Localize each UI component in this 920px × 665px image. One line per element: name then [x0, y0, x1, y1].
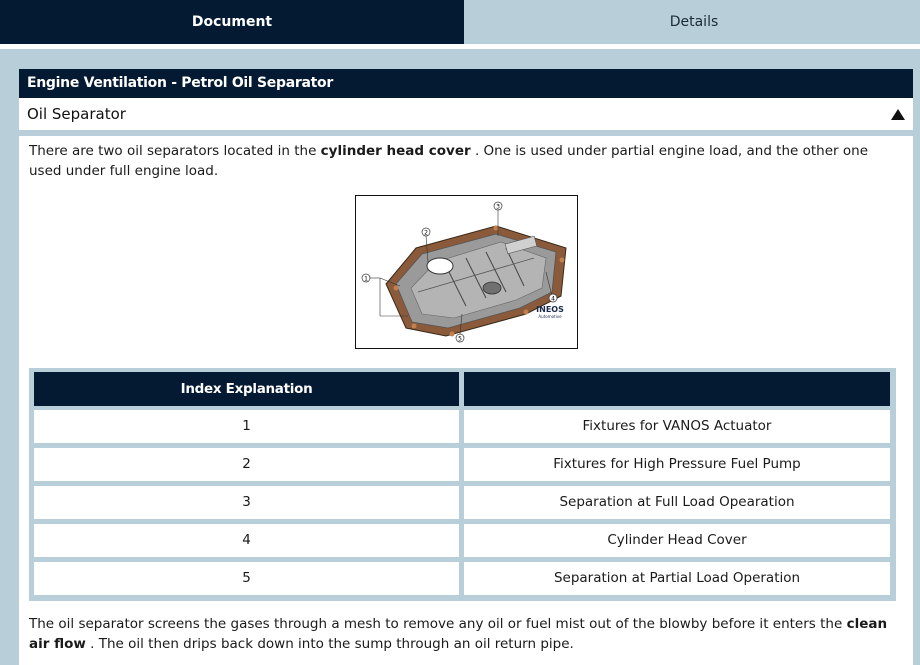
table-header-explanation: [464, 372, 890, 406]
section-content: [19, 136, 913, 665]
table-cell-index: 5: [34, 562, 459, 595]
document-title: Engine Ventilation - Petrol Oil Separator: [19, 69, 913, 98]
table-cell-index: 2: [34, 448, 459, 481]
cylinder-head-cover-illustration: [356, 196, 577, 348]
table-cell-explanation: Separation at Full Load Opearation: [464, 486, 890, 519]
tab-bar: [0, 0, 920, 44]
tab-divider: [0, 44, 920, 49]
term-cylinder-head-cover: cylinder head cover: [320, 143, 471, 159]
ineos-logo: [536, 305, 564, 319]
table-cell-index: 1: [34, 410, 459, 443]
svg-text:INEOS: INEOS: [536, 305, 564, 314]
description-paragraph: The oil separator screens the gases through a mesh to remove any oil or fuel mist out of the blowby before it enters the clean air flow . The oil then drips back down into the sump through an oil return pipe.: [29, 616, 888, 652]
section-header-oil-separator[interactable]: [19, 98, 913, 130]
section-title: Oil Separator: [27, 105, 126, 123]
intro-paragraph: There are two oil separators located in the cylinder head cover . One is used under partial engine load, and the other one used under full engine load.: [29, 143, 869, 179]
svg-text:5: 5: [458, 335, 462, 343]
svg-text:1: 1: [364, 275, 368, 283]
svg-text:4: 4: [551, 295, 555, 303]
table-cell-explanation: Separation at Partial Load Operation: [464, 562, 890, 595]
callout-4: [549, 294, 557, 303]
table-header-index: Index Explanation: [34, 372, 459, 406]
term-clean-air-flow: clean air flow: [29, 616, 888, 652]
tab-document[interactable]: Document: [0, 0, 464, 44]
table-cell-explanation: Fixtures for High Pressure Fuel Pump: [464, 448, 890, 481]
svg-text:2: 2: [424, 229, 428, 237]
table-cell-index: 4: [34, 524, 459, 557]
callout-2: [422, 228, 430, 237]
svg-text:Automotive: Automotive: [538, 314, 562, 319]
tab-details[interactable]: Details: [468, 0, 920, 44]
table-cell-explanation: Cylinder Head Cover: [464, 524, 890, 557]
callout-1: [362, 274, 370, 283]
callout-3: [494, 202, 502, 211]
oil-separator-diagram: [355, 195, 578, 349]
table-cell-index: 3: [34, 486, 459, 519]
table-cell-explanation: Fixtures for VANOS Actuator: [464, 410, 890, 443]
collapse-arrow-icon[interactable]: [891, 109, 905, 120]
svg-text:3: 3: [496, 203, 500, 211]
index-table: [29, 368, 896, 601]
callout-5: [456, 334, 464, 343]
